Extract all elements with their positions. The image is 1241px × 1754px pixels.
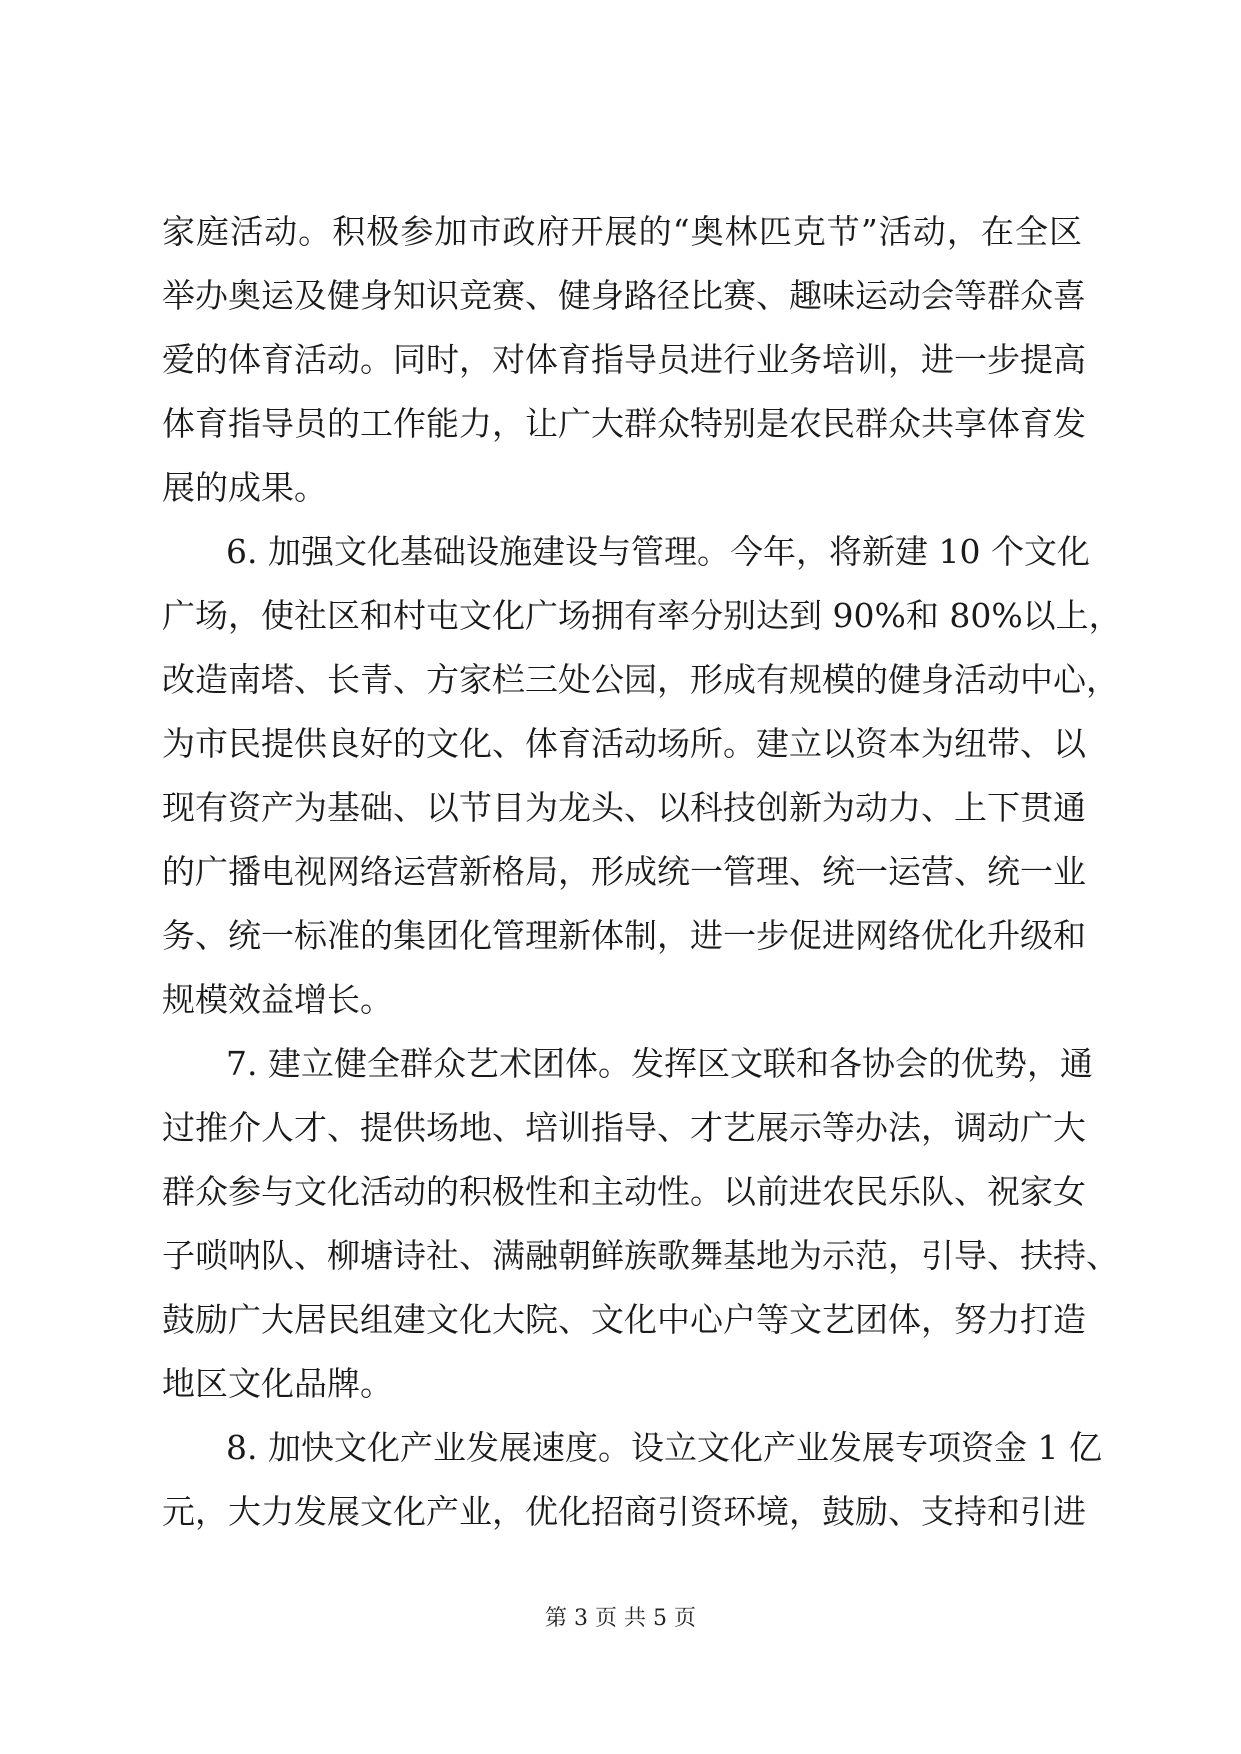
paragraph-6-line-8: 规模效益增长。 [162,980,393,1019]
page-number-footer: 第 3 页 共 5 页 [545,1606,696,1631]
paragraph-7-line-3: 群众参与文化活动的积极性和主动性。以前进农民乐队、祝家女 [162,1172,1086,1211]
paragraph-1-line-2: 举办奥运及健身知识竞赛、健身路径比赛、趣味运动会等群众喜 [162,276,1086,315]
paragraph-1-line-3: 爱的体育活动。同时，对体育指导员进行业务培训，进一步提高 [162,340,1086,379]
paragraph-6-line-5: 现有资产为基础、以节目为龙头、以科技创新为动力、上下贯通 [162,788,1086,827]
paragraph-8-line-2: 元，大力发展文化产业，优化招商引资环境，鼓励、支持和引进 [162,1492,1086,1531]
paragraph-1-line-5: 展的成果。 [162,468,327,507]
paragraph-8-line-1: 8. 加快文化产业发展速度。设立文化产业发展专项资金 1 亿 [226,1428,1102,1467]
paragraph-6-line-4: 为市民提供良好的文化、体育活动场所。建立以资本为纽带、以 [162,724,1086,763]
paragraph-7-line-5: 鼓励广大居民组建文化大院、文化中心户等文艺团体，努力打造 [162,1300,1086,1339]
paragraph-7-line-2: 过推介人才、提供场地、培训指导、才艺展示等办法，调动广大 [162,1108,1086,1147]
paragraph-1-line-1: 家庭活动。积极参加市政府开展的“奥林匹克节”活动，在全区 [162,212,1082,251]
paragraph-6-line-6: 的广播电视网络运营新格局，形成统一管理、统一运营、统一业 [162,852,1086,891]
paragraph-6-line-7: 务、统一标准的集团化管理新体制，进一步促进网络优化升级和 [162,916,1086,955]
paragraph-1-line-4: 体育指导员的工作能力，让广大群众特别是农民群众共享体育发 [162,404,1086,443]
paragraph-7-line-1: 7. 建立健全群众艺术团体。发挥区文联和各协会的优势，通 [226,1044,1093,1083]
paragraph-6-line-2: 广场，使社区和村屯文化广场拥有率分别达到 90%和 80%以上， [162,596,1122,635]
paragraph-6-line-3: 改造南塔、长青、方家栏三处公园，形成有规模的健身活动中心， [162,660,1119,699]
paragraph-6-line-1: 6. 加强文化基础设施建设与管理。今年，将新建 10 个文化 [226,532,1090,571]
paragraph-7-line-4: 子唢呐队、柳塘诗社、满融朝鲜族歌舞基地为示范，引导、扶持、 [162,1236,1119,1275]
paragraph-7-line-6: 地区文化品牌。 [162,1364,393,1403]
